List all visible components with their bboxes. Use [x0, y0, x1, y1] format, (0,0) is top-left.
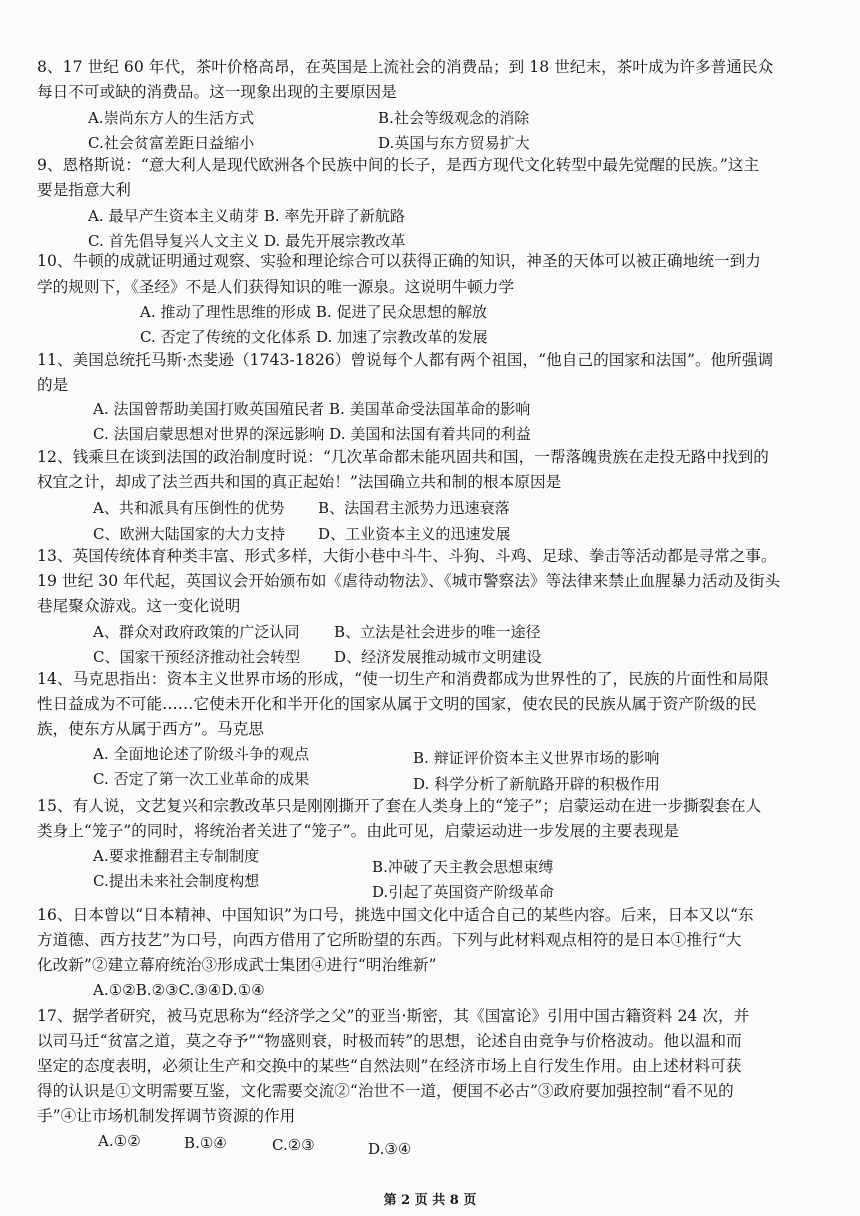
question-text-line: 方道德、西方技艺”为口号，向西方借用了它所盼望的东西。下列与此材料观点相符的是日本①推行“大 — [37, 931, 742, 949]
question-text-line: 族，使东方从属于西方”。马克思 — [37, 720, 265, 738]
question-text-line: 权宜之计，却成了法兰西共和国的真正起始！”法国确立共和制的根本原因是 — [37, 473, 562, 491]
option-a: A. 全面地论述了阶级斗争的观点 — [93, 745, 310, 763]
option-cd: C. 首先倡导复兴人文主义 D. 最先开展宗教改革 — [88, 232, 406, 250]
option-c: C.社会贫富差距日益缩小 — [88, 134, 255, 152]
option-d: D. 科学分析了新航路开辟的积极作用 — [413, 775, 660, 793]
question-text-line: 化改新”②建立幕府统治③形成武士集团④进行“明治维新” — [37, 956, 437, 974]
option-c: C.②③ — [272, 1136, 315, 1154]
question-text-line: 性日益成为不可能……它使未开化和半开化的国家从属于文明的国家，使农民的民族从属于资产阶级的民 — [37, 695, 757, 713]
question-text-line: 19 世纪 30 年代起，英国议会开始颁布如《虐待动物法》、《城市警察法》等法律来禁止血腥暴力活动及街头 — [37, 572, 781, 590]
option-a: A.要求推翻君主专制制度 — [93, 847, 260, 865]
option-a: A.崇尚东方人的生活方式 — [88, 109, 255, 127]
question-text-line: 每日不可或缺的消费品。这一现象出现的主要原因是 — [37, 83, 397, 101]
question-text-line: 11、美国总统托马斯·杰斐逊（1743-1826）曾说每个人都有两个祖国，“他自己的国家和法国”。他所强调 — [37, 351, 774, 369]
option-c: C. 否定了第一次工业革命的成果 — [93, 770, 310, 788]
option-b: B.冲破了天主教会思想束缚 — [372, 858, 554, 876]
question-text-line: 17、据学者研究，被马克思称为“经济学之父”的亚当·斯密，其《国富论》引用中国古籍资料 24 次，并 — [37, 1007, 750, 1025]
option-a: A.①② — [98, 1132, 141, 1150]
option-b: B、立法是社会进步的唯一途径 — [334, 623, 541, 641]
option-d: D、经济发展推动城市文明建设 — [334, 648, 542, 666]
question-text-line: 12、钱乘旦在谈到法国的政治制度时说：“几次革命都未能巩固共和国，一帮落魄贵族在走投无路中找到的 — [37, 448, 769, 466]
question-text-line: 手”④让市场机制发挥调节资源的作用 — [37, 1107, 296, 1125]
question-text-line: 学的规则下，《圣经》不是人们获得知识的唯一源泉。这说明牛顿力学 — [37, 278, 515, 296]
option-c: C、欧洲大陆国家的大力支持 — [93, 525, 286, 543]
option-d: D、工业资本主义的迅速发展 — [318, 525, 511, 543]
option-a: A、群众对政府政策的广泛认同 — [93, 623, 300, 641]
question-text-line: 巷尾聚众游戏。这一变化说明 — [37, 597, 241, 615]
option-b: B、法国君主派势力迅速衰落 — [318, 499, 510, 517]
question-text-line: 8、17 世纪 60 年代，茶叶价格高昂，在英国是上流社会的消费品；到 18 世纪末，茶叶成为许多普通民众 — [37, 58, 774, 76]
question-text-line: 的是 — [37, 376, 69, 394]
question-text-line: 13、英国传统体育种类丰富、形式多样，大街小巷中斗牛、斗狗、斗鸡、足球、拳击等活动都是寻常之事。 — [37, 547, 777, 565]
option-ab: A. 法国曾帮助美国打败英国殖民者 B. 美国革命受法国革命的影响 — [93, 400, 531, 418]
option-ab: A. 推动了理性思维的形成 B. 促进了民众思想的解放 — [140, 303, 488, 321]
option-cd: C. 法国启蒙思想对世界的深远影响 D. 美国和法国有着共同的利益 — [93, 425, 531, 443]
option-a: A、共和派具有压倒性的优势 — [93, 499, 285, 517]
option-c: C.提出未来社会制度构想 — [93, 872, 260, 890]
question-text-line: 要是指意大利 — [37, 181, 131, 199]
options-line: A.①②B.②③C.③④D.①④ — [93, 981, 265, 999]
option-ab: A. 最早产生资本主义萌芽 B. 率先开辟了新航路 — [88, 207, 405, 225]
option-b: B.①④ — [184, 1134, 227, 1152]
option-b: B. 辩证评价资本主义世界市场的影响 — [413, 749, 660, 767]
option-d: D.③④ — [368, 1140, 412, 1158]
page-footer: 第 2 页 共 8 页 — [383, 1193, 477, 1208]
question-text-line: 以司马迁“贫富之道，莫之夺予”“物盛则衰，时极而转”的思想，论述自由竞争与价格波动。他以温和而 — [37, 1032, 742, 1050]
question-text-line: 15、有人说，文艺复兴和宗教改革只是刚刚撕开了套在人类身上的“笼子”；启蒙运动在进一步撕裂套在人 — [37, 797, 762, 815]
question-text-line: 9、恩格斯说：“意大利人是现代欧洲各个民族中间的长子，是西方现代文化转型中最先觉醒的民族。”这主 — [37, 156, 760, 174]
option-b: B.社会等级观念的消除 — [378, 109, 530, 127]
question-text-line: 类身上“笼子”的同时，将统治者关进了“笼子”。由此可见，启蒙运动进一步发展的主要表现是 — [37, 822, 680, 840]
option-cd: C. 否定了传统的文化体系 D. 加速了宗教改革的发展 — [140, 328, 488, 346]
option-d: D.英国与东方贸易扩大 — [378, 134, 530, 152]
question-text-line: 得的认识是①文明需要互鉴，文化需要交流②“治世不一道，便国不必古”③政府要加强控制“看不见的 — [37, 1082, 734, 1100]
option-d: D.引起了英国资产阶级革命 — [372, 883, 554, 901]
option-c: C、国家干预经济推动社会转型 — [93, 648, 301, 666]
question-text-line: 10、牛顿的成就证明通过观察、实验和理论综合可以获得正确的知识，神圣的天体可以被正确地统一到力 — [37, 252, 761, 270]
question-text-line: 坚定的态度表明，必须让生产和交换中的某些“自然法则”在经济市场上自行发生作用。由上述材料可获 — [37, 1057, 742, 1075]
question-text-line: 14、马克思指出：资本主义世界市场的形成，“使一切生产和消费都成为世界性的了，民族的片面性和局限 — [37, 670, 769, 688]
question-text-line: 16、日本曾以“日本精神、中国知识”为口号，挑选中国文化中适合自己的某些内容。后来，日本又以“东 — [37, 906, 754, 924]
